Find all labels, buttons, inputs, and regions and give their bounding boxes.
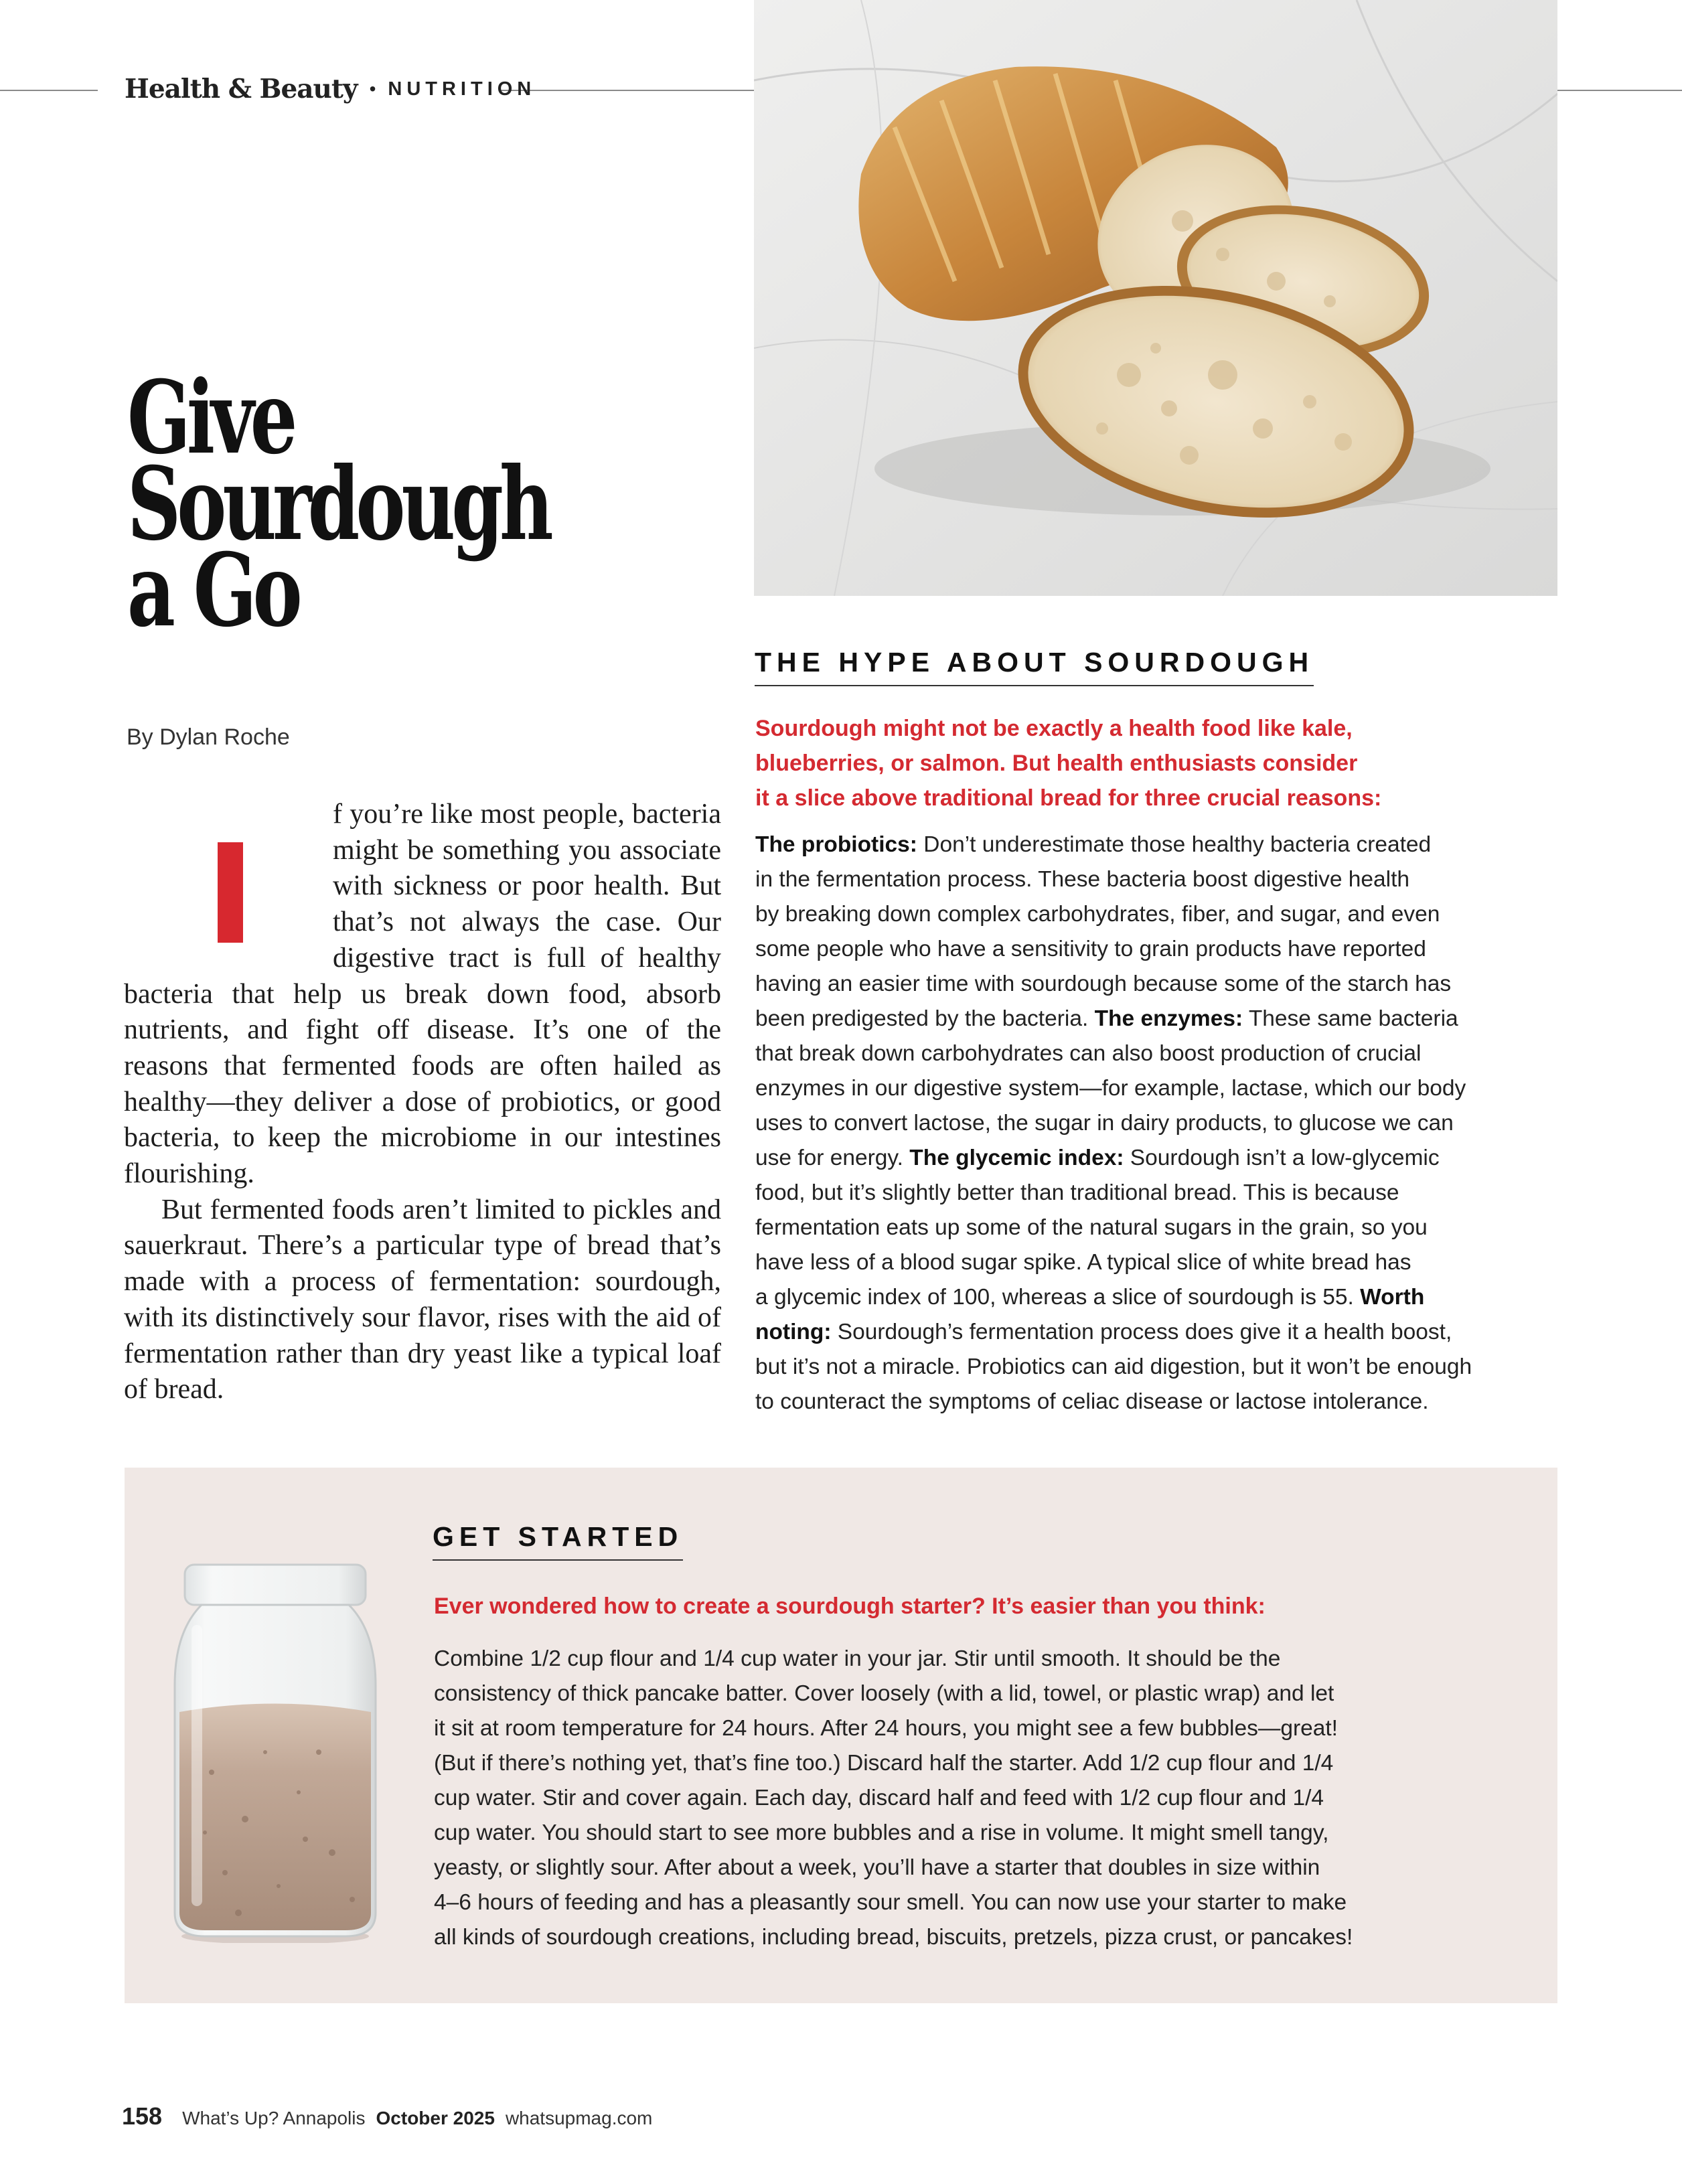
drop-cap-letter [218,842,243,943]
byline: By Dylan Roche [127,724,290,750]
get-started-intro: Ever wondered how to create a sourdough starter? It’s easier than you think: [434,1593,1266,1619]
hype-line: enzymes in our digestive system—for example, lactase, which our body [755,1076,1466,1101]
article-paragraph-1 [124,797,721,1192]
get-started-line: 4–6 hours of feeding and has a pleasantly sour smell. You can now use your starter to make [434,1890,1347,1915]
section-name: Health & Beauty [125,74,358,104]
hype-line: uses to convert lactose, the sugar in dairy products, to glucose we can [755,1111,1454,1136]
get-started-line: Combine 1/2 cup flour and 1/4 cup water in your jar. Stir until smooth. It should be the [434,1646,1281,1671]
hype-body [755,828,1559,1419]
get-started-line: it sit at room temperature for 24 hours. After 24 hours, you might see a few bubbles—great! [434,1716,1338,1741]
get-started-line: yeasty, or slightly sour. After about a week, you’ll have a starter that doubles in size within [434,1855,1320,1880]
hype-intro [755,711,1465,815]
get-started-body [434,1642,1532,1955]
hype-line: use for energy. The glycemic index: Sourdough isn’t a low-glycemic [755,1146,1440,1170]
issue-date: October 2025 [376,2108,495,2128]
hype-line: have less of a blood sugar spike. A typical slice of white bread has [755,1250,1411,1275]
section-label [125,67,536,111]
title-line-2: Sourdough [127,445,550,563]
hype-line: but it’s not a miracle. Probiotics can aid digestion, but it won’t be enough [755,1354,1472,1379]
glycemic-label: The glycemic index: [909,1146,1124,1170]
hype-heading: THE HYPE ABOUT SOURDOUGH [755,647,1314,686]
section-separator: • [369,78,376,99]
get-started-line: consistency of thick pancake batter. Cover loosely (with a lid, towel, or plastic wrap) and let [434,1681,1334,1706]
page-number: 158 [122,2102,163,2130]
get-started-line: (But if there’s nothing yet, that’s fine too.) Discard half the starter. Add 1/2 cup flour and 1/4 [434,1751,1334,1776]
get-started-heading: GET STARTED [433,1521,683,1561]
hype-line: The probiotics: Don’t underestimate those healthy bacteria created [755,832,1432,857]
get-started-box [125,1468,1557,2003]
website-link[interactable]: whatsupmag.com [505,2108,653,2128]
hype-line: some people who have a sensitivity to grain products have reported [755,937,1426,961]
header-rule-right [1557,90,1682,91]
paragraph-1-text: f you’re like most people, bacteria might be something you associate with sickness or poor health. But that’s not always the case. Our digestive tract is full of healthy bacteria that help us break down food, absorb nutrients, and fight off disease. It’s one of the reasons that fermented foods are often hailed as healthy—they deliver a dose of probiotics, or good bacteria, to keep the microbiome in our intestines flourishing. [124,799,721,1190]
get-started-line: cup water. You should start to see more bubbles and a rise in volume. It might smell tangy, [434,1820,1329,1845]
hype-intro-line: blueberries, or salmon. But health enthusiasts consider [755,751,1358,776]
hype-line: food, but it’s slightly better than traditional bread. This is because [755,1180,1399,1205]
header-rule-left [0,90,98,91]
enzymes-label: The enzymes: [1094,1006,1243,1031]
sourdough-loaf-photo [754,0,1557,596]
hype-line: in the fermentation process. These bacteria boost digestive health [755,867,1410,892]
sourdough-starter-jar-photo [165,1551,386,1943]
hype-line: that break down carbohydrates can also boost production of crucial [755,1041,1422,1066]
get-started-line: all kinds of sourdough creations, including bread, biscuits, pretzels, pizza crust, or pancakes! [434,1925,1353,1950]
title-line-3: a Go [127,532,299,649]
worth-label-2: noting: [755,1320,832,1344]
subsection-name: NUTRITION [388,78,536,100]
hype-line: noting: Sourdough’s fermentation process does give it a health boost, [755,1320,1452,1344]
probiotics-label: The probiotics: [755,832,917,857]
drop-cap [124,797,333,976]
hype-intro-line: Sourdough might not be exactly a health food like kale, [755,716,1353,741]
hype-line: having an easier time with sourdough because some of the starch has [755,971,1452,996]
page-footer [122,2102,652,2130]
get-started-line: cup water. Stir and cover again. Each day, discard half and feed with 1/2 cup flour and 1/4 [434,1786,1324,1810]
article-title [127,359,573,649]
article-paragraph-2: But fermented foods aren’t limited to pickles and sauerkraut. There’s a particular type of bread that’s made with a process of fermentation: sourdough, with its distinctively sour flavor, rises with the aid of fermentation rather than dry yeast like a typical loaf of bread. [124,1194,721,1405]
title-line-1: Give [127,359,294,477]
hype-line: fermentation eats up some of the natural sugars in the grain, so you [755,1215,1428,1240]
article-body [124,797,721,1408]
hype-line: to counteract the symptoms of celiac disease or lactose intolerance. [755,1389,1429,1414]
worth-label-1: Worth [1360,1285,1425,1310]
hype-line: by breaking down complex carbohydrates, fiber, and sugar, and even [755,902,1440,927]
hype-line: been predigested by the bacteria. The enzymes: These same bacteria [755,1006,1458,1031]
hype-line: a glycemic index of 100, whereas a slice of sourdough is 55. Worth [755,1285,1425,1310]
hype-intro-line: it a slice above traditional bread for three crucial reasons: [755,785,1382,811]
magazine-name: What’s Up? Annapolis [182,2108,366,2128]
header-rule-middle [500,90,754,91]
